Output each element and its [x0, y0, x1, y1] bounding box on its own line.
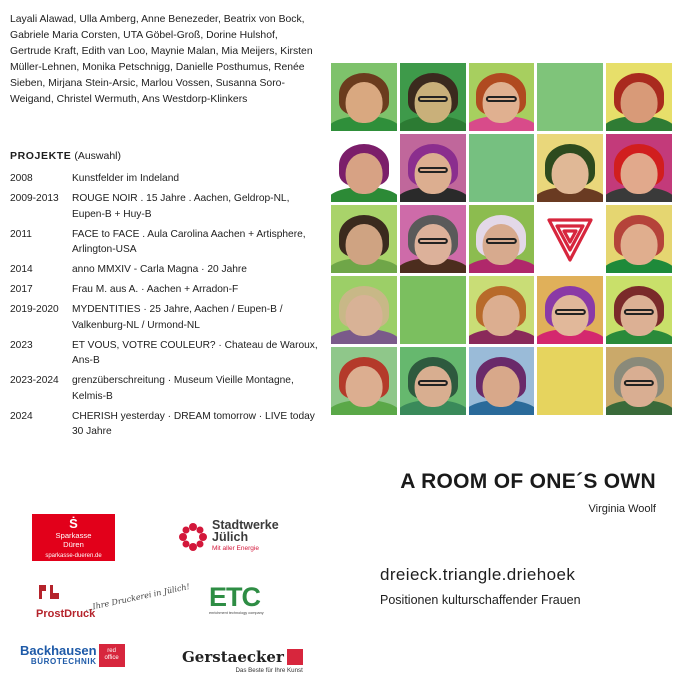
glasses-icon [418, 380, 448, 387]
project-year: 2017 [10, 284, 33, 295]
portrait-face [345, 366, 382, 407]
prostdruck-pd-icon [36, 583, 62, 601]
backhausen-sub: BÜROTECHNIK [30, 656, 97, 666]
project-title: grenzüberschreitung · Museum Vieille Montagne, Kelmis-B [72, 375, 294, 402]
portrait-face [414, 82, 451, 123]
red-office-line-1: red [107, 648, 116, 654]
sponsor-prostdruck-logo [36, 583, 95, 620]
glasses-icon [486, 96, 516, 103]
portrait-face [621, 366, 658, 407]
portrait-cell [469, 276, 535, 344]
member-list: Layali Alawad, Ulla Amberg, Anne Benezeder, Beatrix von Bock, Gabriele Maria Corsten, UTA Göbel-Groß, Dorine Hulshof, Gertrude Kraft, Edith van Loo, Maynie Malan, Mia Meijers, Kirsten Müller-Lehnen, Monika Petschnigg, Danielle Posthumus, Renée Sieben, Mirjana Stein-Arsic, Marlou Vossen, Susanna Soro-Weigand, Christel Wermuth, Ans Westdorp-Klinkers [10, 14, 313, 105]
portrait-cell [537, 276, 603, 344]
red-office-line-2: office [104, 655, 119, 661]
project-row [10, 262, 322, 278]
projects-heading-title: PROJEKTE [10, 150, 72, 162]
portrait-cell [606, 347, 672, 415]
stadtwerke-tagline: Mit aller Energie [212, 545, 259, 552]
portrait-face [345, 295, 382, 336]
sparkasse-name-1: Sparkasse [55, 531, 92, 540]
portrait-cell [469, 347, 535, 415]
portrait-face [621, 153, 658, 194]
sponsor-stadtwerke-logo [178, 519, 279, 555]
portrait-cell [400, 134, 466, 202]
glasses-icon [418, 167, 448, 174]
project-row [10, 373, 322, 404]
color-tile [537, 63, 603, 131]
portrait-face [483, 82, 520, 123]
project-row [10, 282, 322, 298]
portrait-cell [331, 205, 397, 273]
stadtwerke-name-2: Jülich [212, 530, 249, 544]
sparkasse-symbol-icon: Ṡ [69, 516, 78, 531]
project-year: 2009-2013 [10, 193, 59, 204]
backhausen-name: Backhausen [20, 642, 97, 658]
portrait-face [483, 224, 520, 265]
stadtwerke-name-1: Stadtwerke [212, 518, 279, 532]
project-title: anno MMXIV - Carla Magna · 20 Jahre [72, 264, 247, 275]
glasses-icon [418, 96, 448, 103]
project-year: 2023 [10, 339, 33, 351]
etc-tagline: enrichment technology company [209, 611, 264, 615]
gerstaecker-brush-icon [287, 649, 303, 665]
color-tile [537, 347, 603, 415]
portrait-face [552, 295, 589, 336]
prostdruck-name: ProstDruck [36, 608, 96, 620]
portrait-cell [331, 63, 397, 131]
glasses-icon [624, 380, 654, 387]
project-title: FACE to FACE . Aula Carolina Aachen + Artisphere, Arlington-USA [72, 228, 306, 255]
project-title: Frau M. aus A. · Aachen + Arradon-F [72, 284, 239, 295]
projects-heading-note: (Auswahl) [74, 150, 122, 162]
gerstaecker-tagline: Das Beste für Ihre Kunst [235, 667, 303, 674]
project-title: CHERISH yesterday · DREAM tomorrow · LIVE today 30 Jahre [72, 410, 315, 437]
project-title: ET VOUS, VOTRE COULEUR? · Chateau de Waroux, Ans-B [72, 339, 318, 366]
portrait-cell [400, 63, 466, 131]
portrait-face [345, 224, 382, 265]
gerstaecker-name: Gerstaecker [182, 648, 284, 666]
exhibition-title: A ROOM OF ONE´S OWN [400, 470, 656, 493]
project-year: 2014 [10, 264, 33, 275]
sparkasse-url: sparkasse-dueren.de [45, 553, 102, 559]
triangle-spiral-icon [545, 214, 595, 264]
title-author: Virginia Woolf [588, 503, 656, 515]
project-row [10, 171, 322, 187]
sparkasse-name-2: Düren [63, 540, 84, 549]
portrait-cell [400, 347, 466, 415]
portrait-face [414, 366, 451, 407]
portrait-cell [606, 63, 672, 131]
sponsor-etc-logo [209, 583, 264, 615]
project-row [10, 191, 322, 222]
triangle-logo-cell [537, 205, 603, 273]
portrait-cell [606, 276, 672, 344]
projects-heading [10, 150, 121, 162]
prostdruck-script-text: ...Ihre Druckerei in Jülich! [84, 582, 191, 613]
portrait-face [621, 82, 658, 123]
project-title: MYDENTITIES · 25 Jahre, Aachen / Eupen-B / Valkenburg-NL / Urmond-NL [72, 304, 283, 331]
sponsor-backhausen-logo [20, 644, 125, 667]
project-row [10, 227, 322, 258]
project-year: 2008 [10, 173, 33, 184]
project-year: 2023-2024 [10, 375, 59, 386]
portrait-cell [469, 205, 535, 273]
portrait-cell [469, 63, 535, 131]
portrait-cell [606, 134, 672, 202]
portrait-face [483, 295, 520, 336]
projects-list [10, 171, 322, 444]
portrait-face [414, 224, 451, 265]
portrait-cell [606, 205, 672, 273]
project-title: ROUGE NOIR . 15 Jahre . Aachen, Geldrop-NL, Eupen-B + Huy-B [72, 193, 290, 220]
portrait-face [552, 153, 589, 194]
etc-name: ETC [209, 582, 260, 612]
portrait-cell [331, 134, 397, 202]
glasses-icon [418, 238, 448, 245]
portrait-face [621, 224, 658, 265]
red-office-badge [99, 644, 125, 667]
color-tile [469, 134, 535, 202]
exhibition-subtitle: Positionen kulturschaffender Frauen [380, 593, 581, 607]
portrait-face [345, 82, 382, 123]
sponsor-gerstaecker-logo [182, 648, 303, 674]
glasses-icon [624, 309, 654, 316]
portrait-cell [400, 205, 466, 273]
project-year: 2019-2020 [10, 304, 59, 315]
portrait-grid [331, 63, 672, 415]
stadtwerke-flower-icon [178, 522, 208, 552]
sponsor-sparkasse-logo [32, 514, 115, 561]
glasses-icon [486, 238, 516, 245]
project-row [10, 338, 322, 369]
project-year: 2024 [10, 410, 33, 422]
project-row [10, 302, 322, 333]
portrait-cell [537, 134, 603, 202]
portrait-face [483, 366, 520, 407]
series-name: dreieck.triangle.driehoek [380, 565, 576, 584]
portrait-face [345, 153, 382, 194]
portrait-cell [331, 347, 397, 415]
portrait-cell [331, 276, 397, 344]
project-title: Kunstfelder im Indeland [72, 173, 180, 184]
portrait-face [621, 295, 658, 336]
project-year: 2011 [10, 228, 32, 240]
glasses-icon [555, 309, 585, 316]
project-row [10, 409, 322, 440]
color-tile [400, 276, 466, 344]
portrait-face [414, 153, 451, 194]
